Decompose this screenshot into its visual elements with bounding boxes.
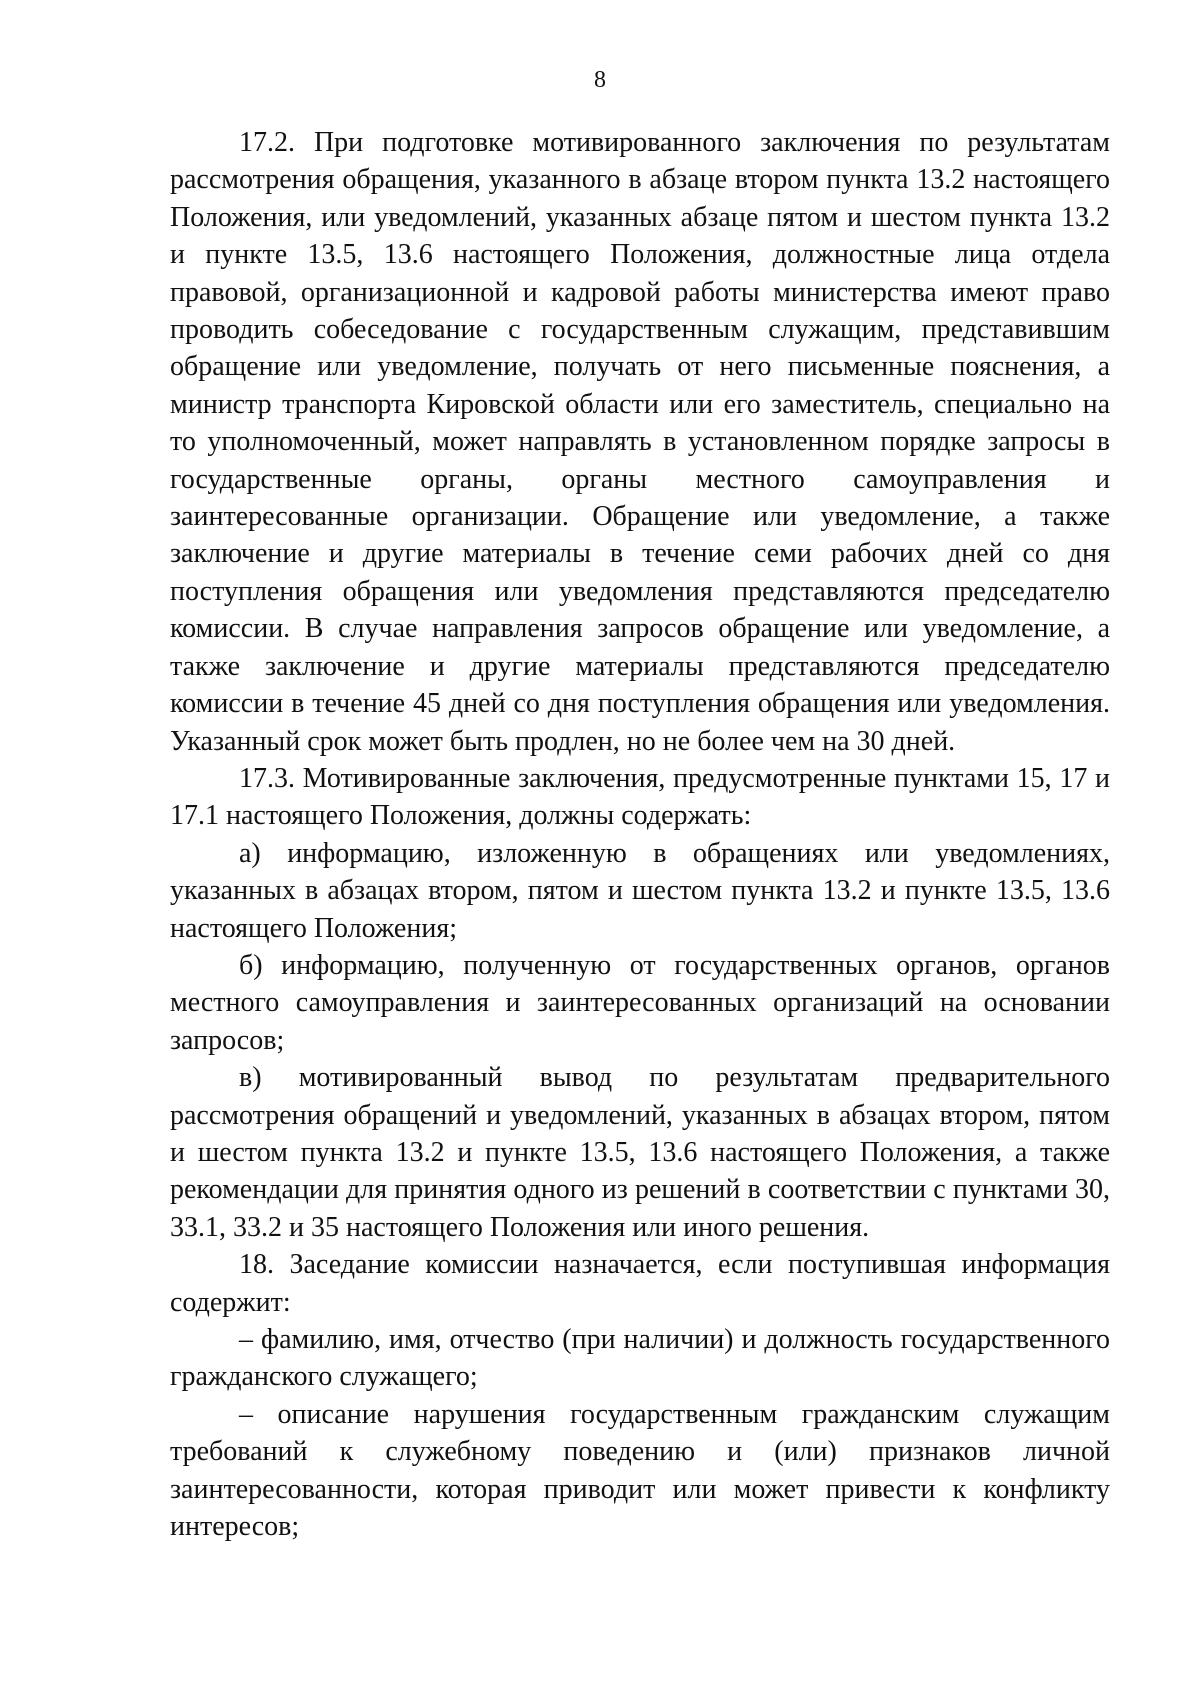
document-body: [170, 124, 1110, 1545]
list-item-a: а) информацию, изложенную в обращениях или уведомлениях, указанных в абзацах втором, пятом и шестом пункта 13.2 и пункте 13.5, 13.6 настоящего Положения;: [170, 837, 1110, 944]
paragraph-17-2: 17.2. При подготовке мотивированного заключения по результатам рассмотрения обращения, указанного в абзаце втором пункта 13.2 настоящего Положения, или уведомлений, указанных абзаце пятом и шестом пункта 13.2 и пункте 13.5, 13.6 настоящего Положения, должностные лица отдела правовой, организационной и кадровой работы министерства имеют право проводить собеседование с государственным служащим, представившим обращение или уведомление, получать от него письменные пояснения, а министр транспорта Кировской области или его заместитель, специально на то уполномоченный, может направлять в установленном порядке запросы в государственные органы, органы местного самоуправления и заинтересованные организации. Обращение или уведомление, а также заключение и другие материалы в течение семи рабочих дней со дня поступления обращения или уведомления представляются председателю комиссии. В случае направления запросов обращение или уведомление, а также заключение и другие материалы представляются председателю комиссии в течение 45 дней со дня поступления обращения или уведомления. Указанный срок может быть продлен, но не более чем на 30 дней.: [170, 127, 1110, 757]
paragraph-17-3: 17.3. Мотивированные заключения, предусмотренные пунктами 15, 17 и 17.1 настоящего Положения, должны содержать:: [170, 762, 1110, 832]
paragraph-18: 18. Заседание комиссии назначается, если поступившая информация содержит:: [170, 1249, 1110, 1318]
page-number: 8: [594, 67, 606, 93]
dash-item-violation: – описание нарушения государственным гражданским служащим требований к служебному поведению и (или) признаков личной заинтересованности, которая приводит или может привести к конфликту интересов;: [170, 1398, 1110, 1543]
list-item-v: в) мотивированный вывод по результатам предварительного рассмотрения обращений и уведомлений, указанных в абзацах втором, пятом и шестом пункта 13.2 и пункте 13.5, 13.6 настоящего Положения, а также рекомендации для принятия одного из решений в соответствии с пунктами 30, 33.1, 33.2 и 35 настоящего Положения или иного решения.: [170, 1062, 1110, 1243]
dash-item-name: – фамилию, имя, отчество (при наличии) и должность государственного гражданского служащего;: [170, 1324, 1110, 1393]
list-item-b: б) информацию, полученную от государственных органов, органов местного самоуправления и заинтересованных организаций на основании запросов;: [170, 949, 1110, 1056]
